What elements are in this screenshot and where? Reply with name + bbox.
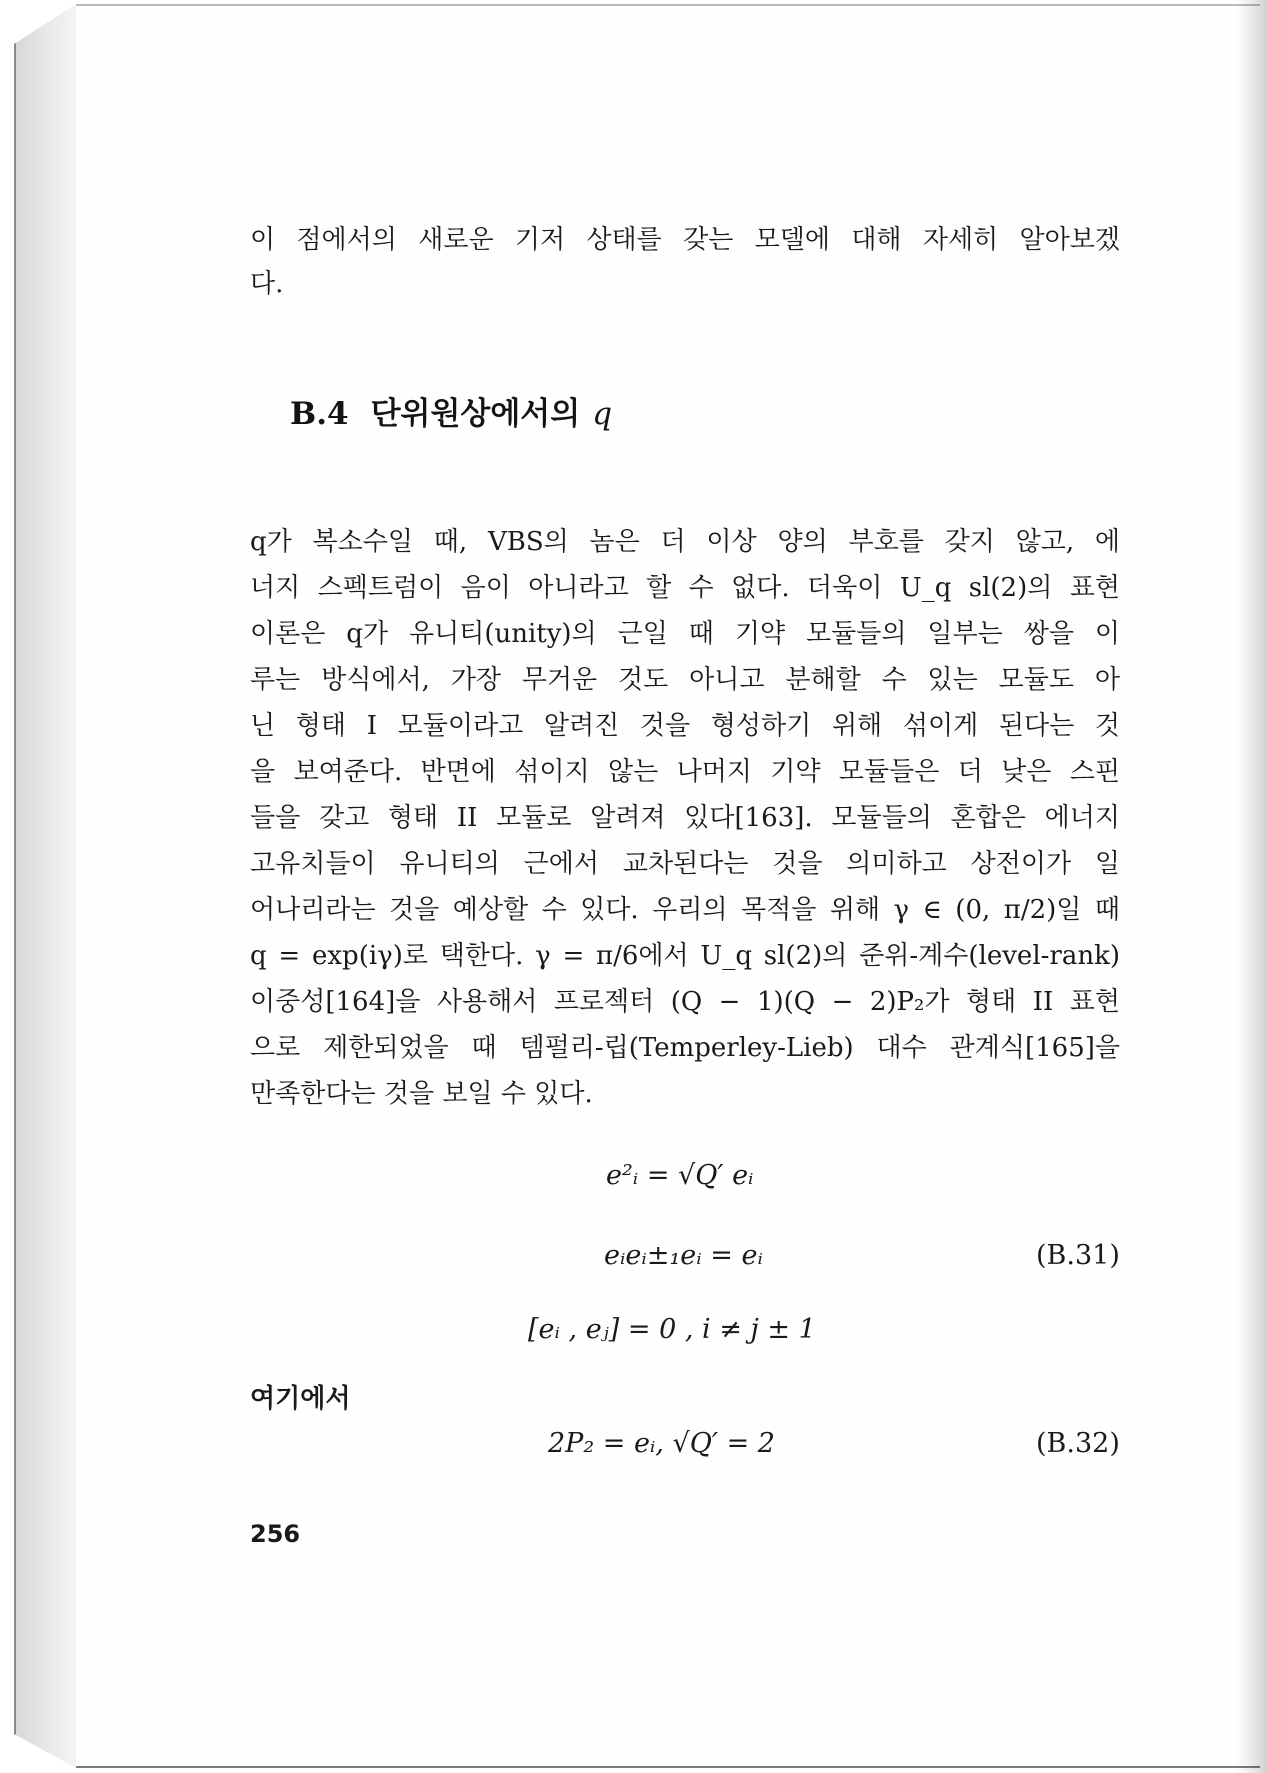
body-line-11: 이중성[164]을 사용해서 프로젝터 (Q − 1)(Q − 2)P₂가 형태 II 표현: [250, 987, 1120, 1017]
equation-1: e²ᵢ = √Q′ eᵢ: [606, 1160, 754, 1191]
body-line-4: 루는 방식에서, 가장 무거운 것도 아니고 분해할 수 있는 모듈도 아: [250, 665, 1120, 695]
book-spine-edge: [14, 4, 76, 1768]
body-line-5: 닌 형태 I 모듈이라고 알려진 것을 형성하기 위해 섞이게 된다는 것: [250, 711, 1120, 741]
equation-3: [eᵢ , eⱼ] = 0 , i ≠ j ± 1: [528, 1314, 816, 1345]
section-title-variable: q: [592, 396, 613, 432]
section-title: 단위원상에서의: [370, 396, 581, 432]
equation-number-b31: (B.31): [1036, 1240, 1120, 1271]
body-line-12: 으로 제한되었을 때 템펄리-립(Temperley-Lieb) 대수 관계식[165]을: [250, 1033, 1120, 1063]
equation-2: eᵢeᵢ±₁eᵢ = eᵢ: [604, 1240, 763, 1271]
body-line-2: 너지 스펙트럼이 음이 아니라고 할 수 없다. 더욱이 U_q sl(2)의 표현: [250, 573, 1120, 603]
section-heading: [290, 388, 612, 433]
page-number: 256: [250, 1520, 301, 1548]
equation-number-b32: (B.32): [1036, 1428, 1120, 1459]
body-line-3: 이론은 q가 유니티(unity)의 근일 때 기약 모듈들의 일부는 쌍을 이: [250, 619, 1120, 649]
body-line-1: q가 복소수일 때, VBS의 놈은 더 이상 양의 부호를 갖지 않고, 에: [250, 527, 1120, 557]
body-line-8: 고유치들이 유니티의 근에서 교차된다는 것을 의미하고 상전이가 일: [250, 849, 1120, 879]
body-line-9: 어나리라는 것을 예상할 수 있다. 우리의 목적을 위해 γ ∈ (0, π/2)일 때: [250, 895, 1120, 925]
intro-line-2: 다.: [250, 269, 284, 299]
page-shadow: [1236, 0, 1267, 1773]
section-number: B.4: [290, 396, 349, 432]
equation-4: 2P₂ = eᵢ, √Q′ = 2: [548, 1428, 775, 1459]
body-line-13: 만족한다는 것을 보일 수 있다.: [250, 1079, 593, 1109]
where-label: 여기에서: [250, 1384, 351, 1414]
body-line-10: q = exp(iγ)로 택한다. γ = π/6에서 U_q sl(2)의 준위-계수(level-rank): [250, 941, 1120, 971]
intro-line-1: 이 점에서의 새로운 기저 상태를 갖는 모델에 대해 자세히 알아보겠: [250, 225, 1120, 255]
body-line-7: 들을 갖고 형태 II 모듈로 알려져 있다[163]. 모듈들의 혼합은 에너지: [250, 803, 1120, 833]
body-line-6: 을 보여준다. 반면에 섞이지 않는 나머지 기약 모듈들은 더 낮은 스핀: [250, 757, 1120, 787]
